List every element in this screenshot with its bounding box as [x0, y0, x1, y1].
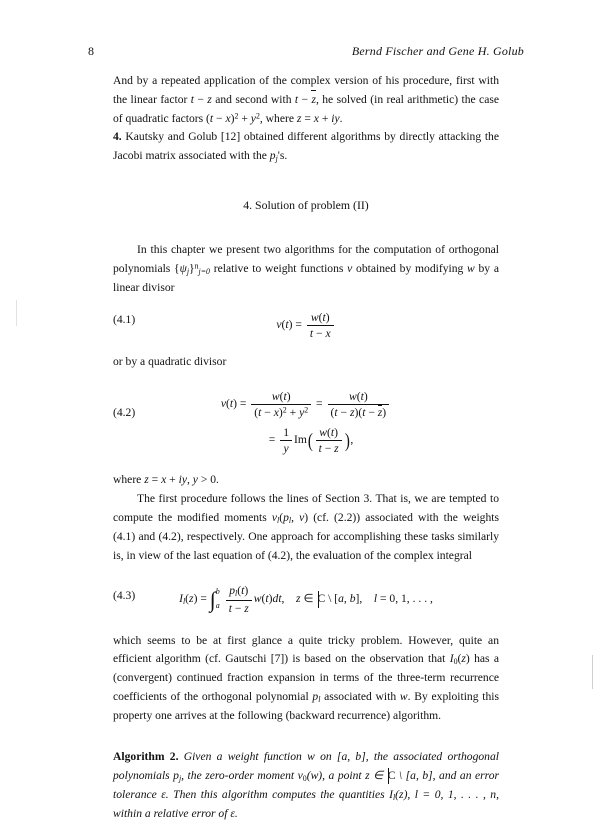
- algorithm-2-label: Algorithm 2.: [113, 749, 179, 763]
- paragraph-7: which seems to be at first glance a quite tricky problem. However, quite an efficient algorithm (cf. Gautschi [7]) is based on the observation that $I_0(z)$ has a (convergent) continued fraction expansion in terms of the three-term recurrence coefficients of the orthogonal polynomial $p_l$ associated with w. By exploiting this property one arrives at the following (backward recurrence) algorithm.: [113, 633, 500, 723]
- paragraph-2: 4. Kautsky and Golub [12] obtained different algorithms by directly attacking the Jacobi matrix associated with the $p_j's$.: [113, 130, 499, 164]
- page-header: [88, 44, 524, 59]
- equation-4-1: [113, 311, 499, 340]
- equation-4-3-body: $I_l(z)$ = ∫ b a $\frac{p_l(t)}{t - z}$ w(t)dt, z ∈ C \ [a, b], l = 0, 1, . . . ,: [179, 583, 433, 615]
- paragraph-1: And by a repeated application of the complex version of his procedure, first with the linear factor t − z and second with t − z, he solved (in real arithmetic) the case of quadratic factors $(t - x)^2 + y^2$, where z = x + iy.: [113, 74, 499, 125]
- equation-4-1-body: v(t) = $\frac{w(t)}{t - x}$: [113, 311, 499, 340]
- equation-4-3: [113, 584, 499, 615]
- equation-4-2-body: v(t) = $\frac{w(t)}{(t - x)^2 + y^2}$ = $\frac{w(t)}{(t - z)(t - z)}$ = $\frac{1}{y}$ Im( $\frac{w(t)}{t - z}$ ),: [113, 390, 499, 456]
- paragraph-5: where z = x + iy, y > 0.: [113, 473, 219, 487]
- running-head: Bernd Fischer and Gene H. Golub: [351, 44, 524, 58]
- paragraph-4: or by a quadratic divisor: [113, 354, 227, 368]
- equation-4-1-number: (4.1): [113, 312, 136, 326]
- page-body: [113, 72, 499, 823]
- equation-4-2-number: (4.2): [113, 405, 136, 419]
- section-title: 4. Solution of problem (II): [243, 198, 369, 213]
- paragraph-6: The first procedure follows the lines of Section 3. That is, we are tempted to compute the modified moments $\nu_l(p_l$, v) (cf. (2.2)) associated with the weights (4.1) and (4.2), respectively. One approach for accomplishing these tasks similarly is, in view of the last equation of (4.2), the evaluation of the complex integral: [113, 492, 500, 562]
- paragraph-2-number: 4.: [113, 130, 122, 144]
- paragraph-3: In this chapter we present two algorithms for the computation of orthogonal polynomials $\{\psi_j\}^n_{j=0}$ relative to weight functions v obtained by modifying w by a linear divisor: [113, 243, 499, 294]
- page-number: 8: [88, 44, 94, 58]
- equation-4-2: [113, 390, 499, 456]
- algorithm-2-paragraph: Algorithm 2. Given a weight function w on [a, b], the associated orthogonal polynomials $p_j$, the zero-order moment $\nu_0(w)$, a point z ∈ C \ [a, b], and an error tolerance ε. Then this algorithm computes the quantities $I_l(z)$, l = 0, 1, . . . , n, within a relative error of ε.: [113, 749, 500, 820]
- equation-4-3-number: (4.3): [113, 588, 136, 602]
- page-edge-mark: [592, 655, 593, 689]
- page-edge-mark-left: [16, 300, 17, 326]
